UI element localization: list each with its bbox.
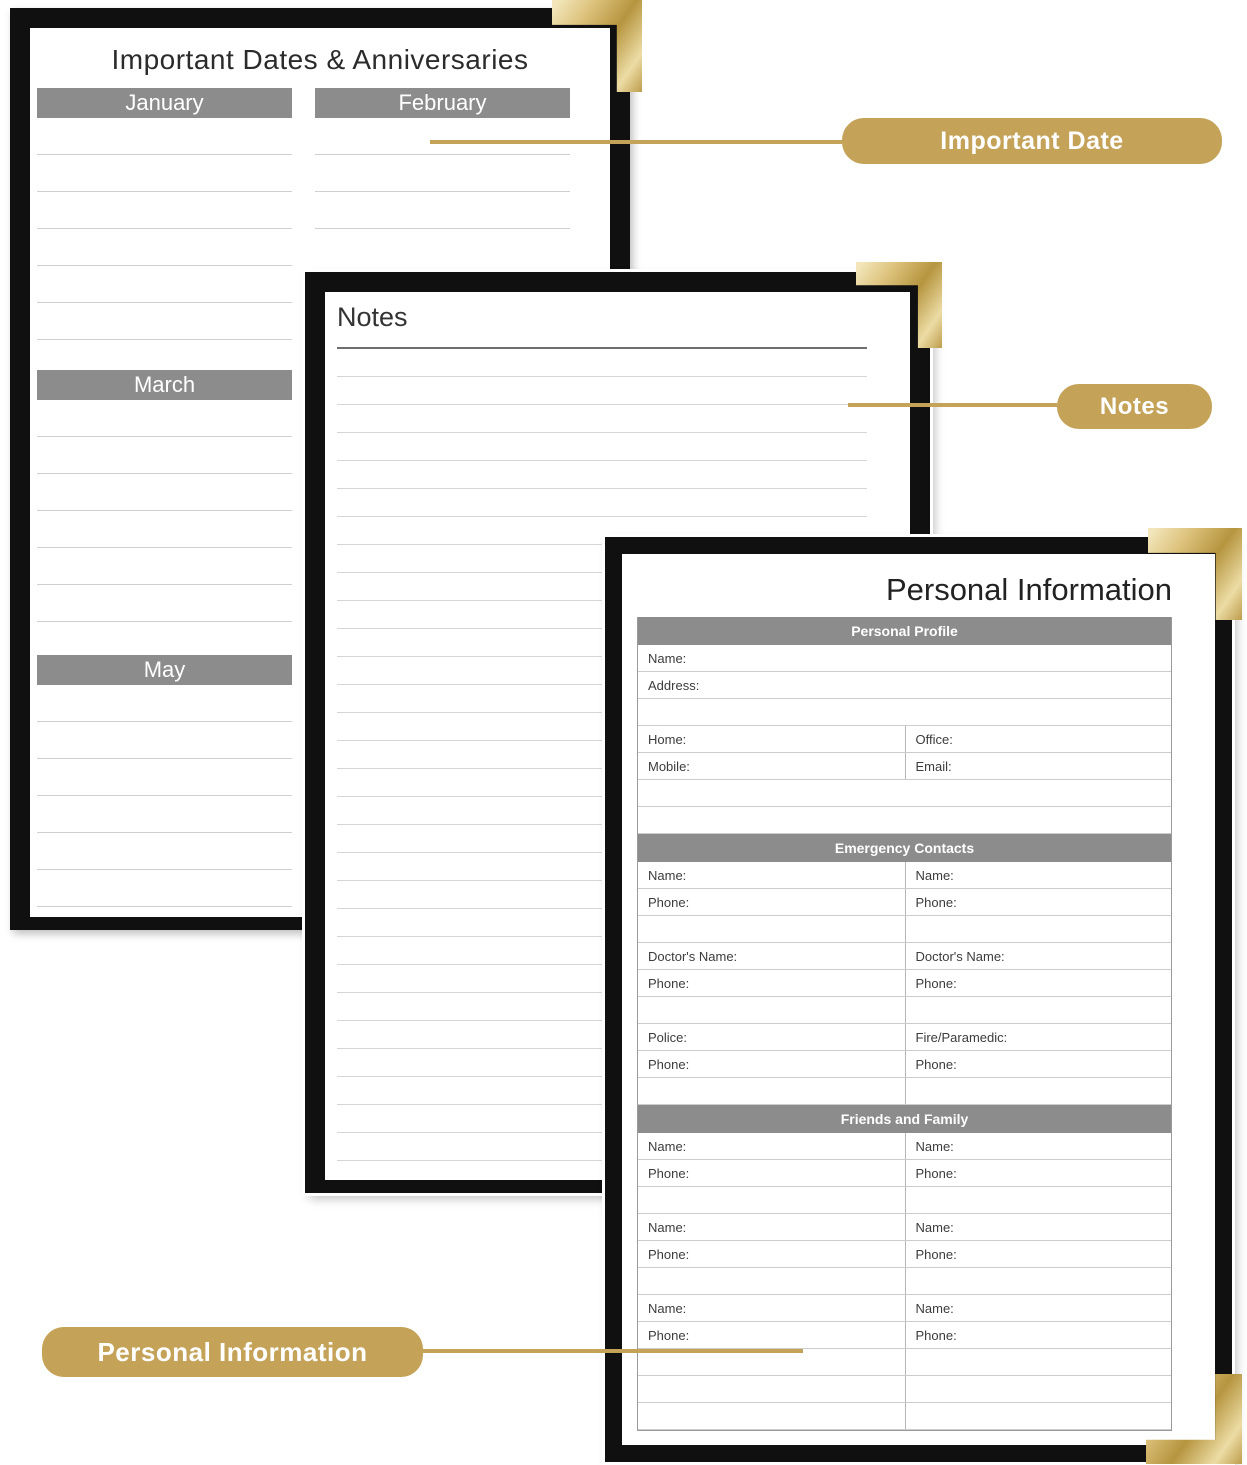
- ruled-line: [37, 229, 292, 266]
- ruled-line: [37, 118, 292, 155]
- table-row: [638, 1295, 1171, 1322]
- table-row: [638, 1403, 1171, 1430]
- callout-line-personal-information: [423, 1349, 803, 1353]
- table-section-header: Emergency Contacts: [638, 834, 1171, 862]
- ruled-line: [315, 192, 570, 229]
- table-row: [638, 1322, 1171, 1349]
- table-cell: [905, 1349, 1172, 1375]
- month-section-may: [37, 655, 292, 907]
- table-cell: [905, 1187, 1172, 1213]
- ruled-line: [37, 303, 292, 340]
- table-row: [638, 889, 1171, 916]
- table-row: [638, 1376, 1171, 1403]
- table-row: [638, 1051, 1171, 1078]
- table-cell: Address:: [648, 677, 700, 693]
- table-cell: Phone:: [905, 970, 1172, 996]
- table-cell: Phone:: [905, 1322, 1172, 1348]
- table-row: [638, 1078, 1171, 1105]
- table-cell: [638, 1268, 905, 1294]
- table-cell: Mobile:: [648, 758, 690, 774]
- table-cell: Name:: [648, 650, 687, 666]
- table-cell: [638, 807, 1171, 833]
- ruled-line: [37, 685, 292, 722]
- table-cell: [905, 1376, 1172, 1402]
- month-section-january: [37, 88, 292, 340]
- callout-pill-important-date: Important Date: [842, 118, 1222, 164]
- notes-page-title: Notes: [337, 302, 408, 332]
- table-row: [638, 1024, 1171, 1051]
- table-cell: [638, 780, 1171, 806]
- ruled-line: [337, 433, 867, 461]
- month-section-february: [315, 88, 570, 229]
- table-row: [638, 1241, 1171, 1268]
- table-cell: Phone:: [905, 1160, 1172, 1186]
- table-cell: Phone:: [648, 1165, 690, 1181]
- table-cell: [905, 997, 1172, 1023]
- ruled-line: [315, 155, 570, 192]
- callout-pill-notes: Notes: [1057, 384, 1212, 429]
- table-row: [638, 1349, 1171, 1376]
- table-section-header: Friends and Family: [638, 1105, 1171, 1133]
- table-cell: [638, 1078, 905, 1104]
- table-cell: Name:: [905, 1214, 1172, 1240]
- personal-info-table: [637, 617, 1172, 1431]
- ruled-line: [37, 266, 292, 303]
- table-row: [638, 862, 1171, 889]
- month-lines-january: [37, 118, 292, 340]
- table-cell: Phone:: [905, 1051, 1172, 1077]
- month-header-january: January: [37, 88, 292, 118]
- table-cell: [638, 1403, 905, 1429]
- table-cell: Police:: [648, 1029, 688, 1045]
- table-cell: Email:: [905, 753, 1172, 779]
- ruled-line: [37, 155, 292, 192]
- callout-pill-personal-information: Personal Information: [42, 1327, 423, 1377]
- callout-line-notes: [848, 403, 1057, 407]
- ruled-line: [37, 833, 292, 870]
- month-section-march: [37, 370, 292, 622]
- table-row: [638, 726, 1171, 753]
- personal-info-title: Personal Information: [885, 572, 1172, 607]
- table-row: [638, 645, 1171, 672]
- ruled-line: [37, 759, 292, 796]
- ruled-line: [337, 489, 867, 517]
- month-lines-february: [315, 118, 570, 229]
- table-row: [638, 753, 1171, 780]
- table-section-header: Personal Profile: [638, 617, 1171, 645]
- dates-page-title: Important Dates & Anniversaries: [111, 44, 529, 75]
- table-row: [638, 1268, 1171, 1295]
- ruled-line: [37, 192, 292, 229]
- ruled-line: [315, 118, 570, 155]
- table-cell: [905, 1403, 1172, 1429]
- personal-info-page-frame: [605, 537, 1232, 1462]
- ruled-line: [37, 400, 292, 437]
- table-row: [638, 780, 1171, 807]
- personal-info-page-paper: [622, 554, 1215, 1445]
- table-cell: Fire/Paramedic:: [905, 1024, 1172, 1050]
- ruled-line: [37, 548, 292, 585]
- month-lines-may: [37, 685, 292, 907]
- table-cell: Phone:: [648, 1056, 690, 1072]
- table-cell: Phone:: [648, 975, 690, 991]
- table-cell: [638, 916, 905, 942]
- ruled-line: [337, 349, 867, 377]
- ruled-line: [37, 474, 292, 511]
- callout-line-important-date: [430, 140, 842, 144]
- table-row: [638, 699, 1171, 726]
- table-cell: Name:: [905, 1295, 1172, 1321]
- table-row: [638, 1133, 1171, 1160]
- month-header-may: May: [37, 655, 292, 685]
- table-row: [638, 672, 1171, 699]
- month-header-february: February: [315, 88, 570, 118]
- ruled-line: [37, 585, 292, 622]
- table-cell: Doctor's Name:: [648, 948, 738, 964]
- table-cell: Office:: [905, 726, 1172, 752]
- table-cell: Name:: [648, 1138, 687, 1154]
- table-cell: Name:: [905, 862, 1172, 888]
- table-row: [638, 943, 1171, 970]
- table-cell: Phone:: [905, 889, 1172, 915]
- ruled-line: [37, 511, 292, 548]
- table-row: [638, 1187, 1171, 1214]
- table-cell: Home:: [648, 731, 687, 747]
- table-cell: Phone:: [648, 894, 690, 910]
- ruled-line: [37, 870, 292, 907]
- table-row: [638, 807, 1171, 834]
- table-cell: [638, 1376, 905, 1402]
- table-cell: [638, 1187, 905, 1213]
- table-cell: [905, 916, 1172, 942]
- table-row: [638, 916, 1171, 943]
- ruled-line: [337, 377, 867, 405]
- table-cell: Phone:: [648, 1327, 690, 1343]
- ruled-line: [37, 437, 292, 474]
- table-row: [638, 970, 1171, 997]
- table-cell: [905, 1268, 1172, 1294]
- table-cell: Name:: [648, 867, 687, 883]
- table-row: [638, 1214, 1171, 1241]
- ruled-line: [337, 405, 867, 433]
- month-header-march: March: [37, 370, 292, 400]
- month-lines-march: [37, 400, 292, 622]
- ruled-line: [37, 796, 292, 833]
- table-cell: Name:: [648, 1300, 687, 1316]
- table-cell: Doctor's Name:: [905, 943, 1172, 969]
- table-cell: Phone:: [905, 1241, 1172, 1267]
- ruled-line: [37, 722, 292, 759]
- table-cell: [638, 997, 905, 1023]
- table-cell: Name:: [905, 1133, 1172, 1159]
- ruled-line: [337, 461, 867, 489]
- table-row: [638, 1160, 1171, 1187]
- table-row: [638, 997, 1171, 1024]
- table-cell: [638, 699, 1171, 725]
- table-cell: [905, 1078, 1172, 1104]
- table-cell: Phone:: [648, 1246, 690, 1262]
- table-cell: Name:: [648, 1219, 687, 1235]
